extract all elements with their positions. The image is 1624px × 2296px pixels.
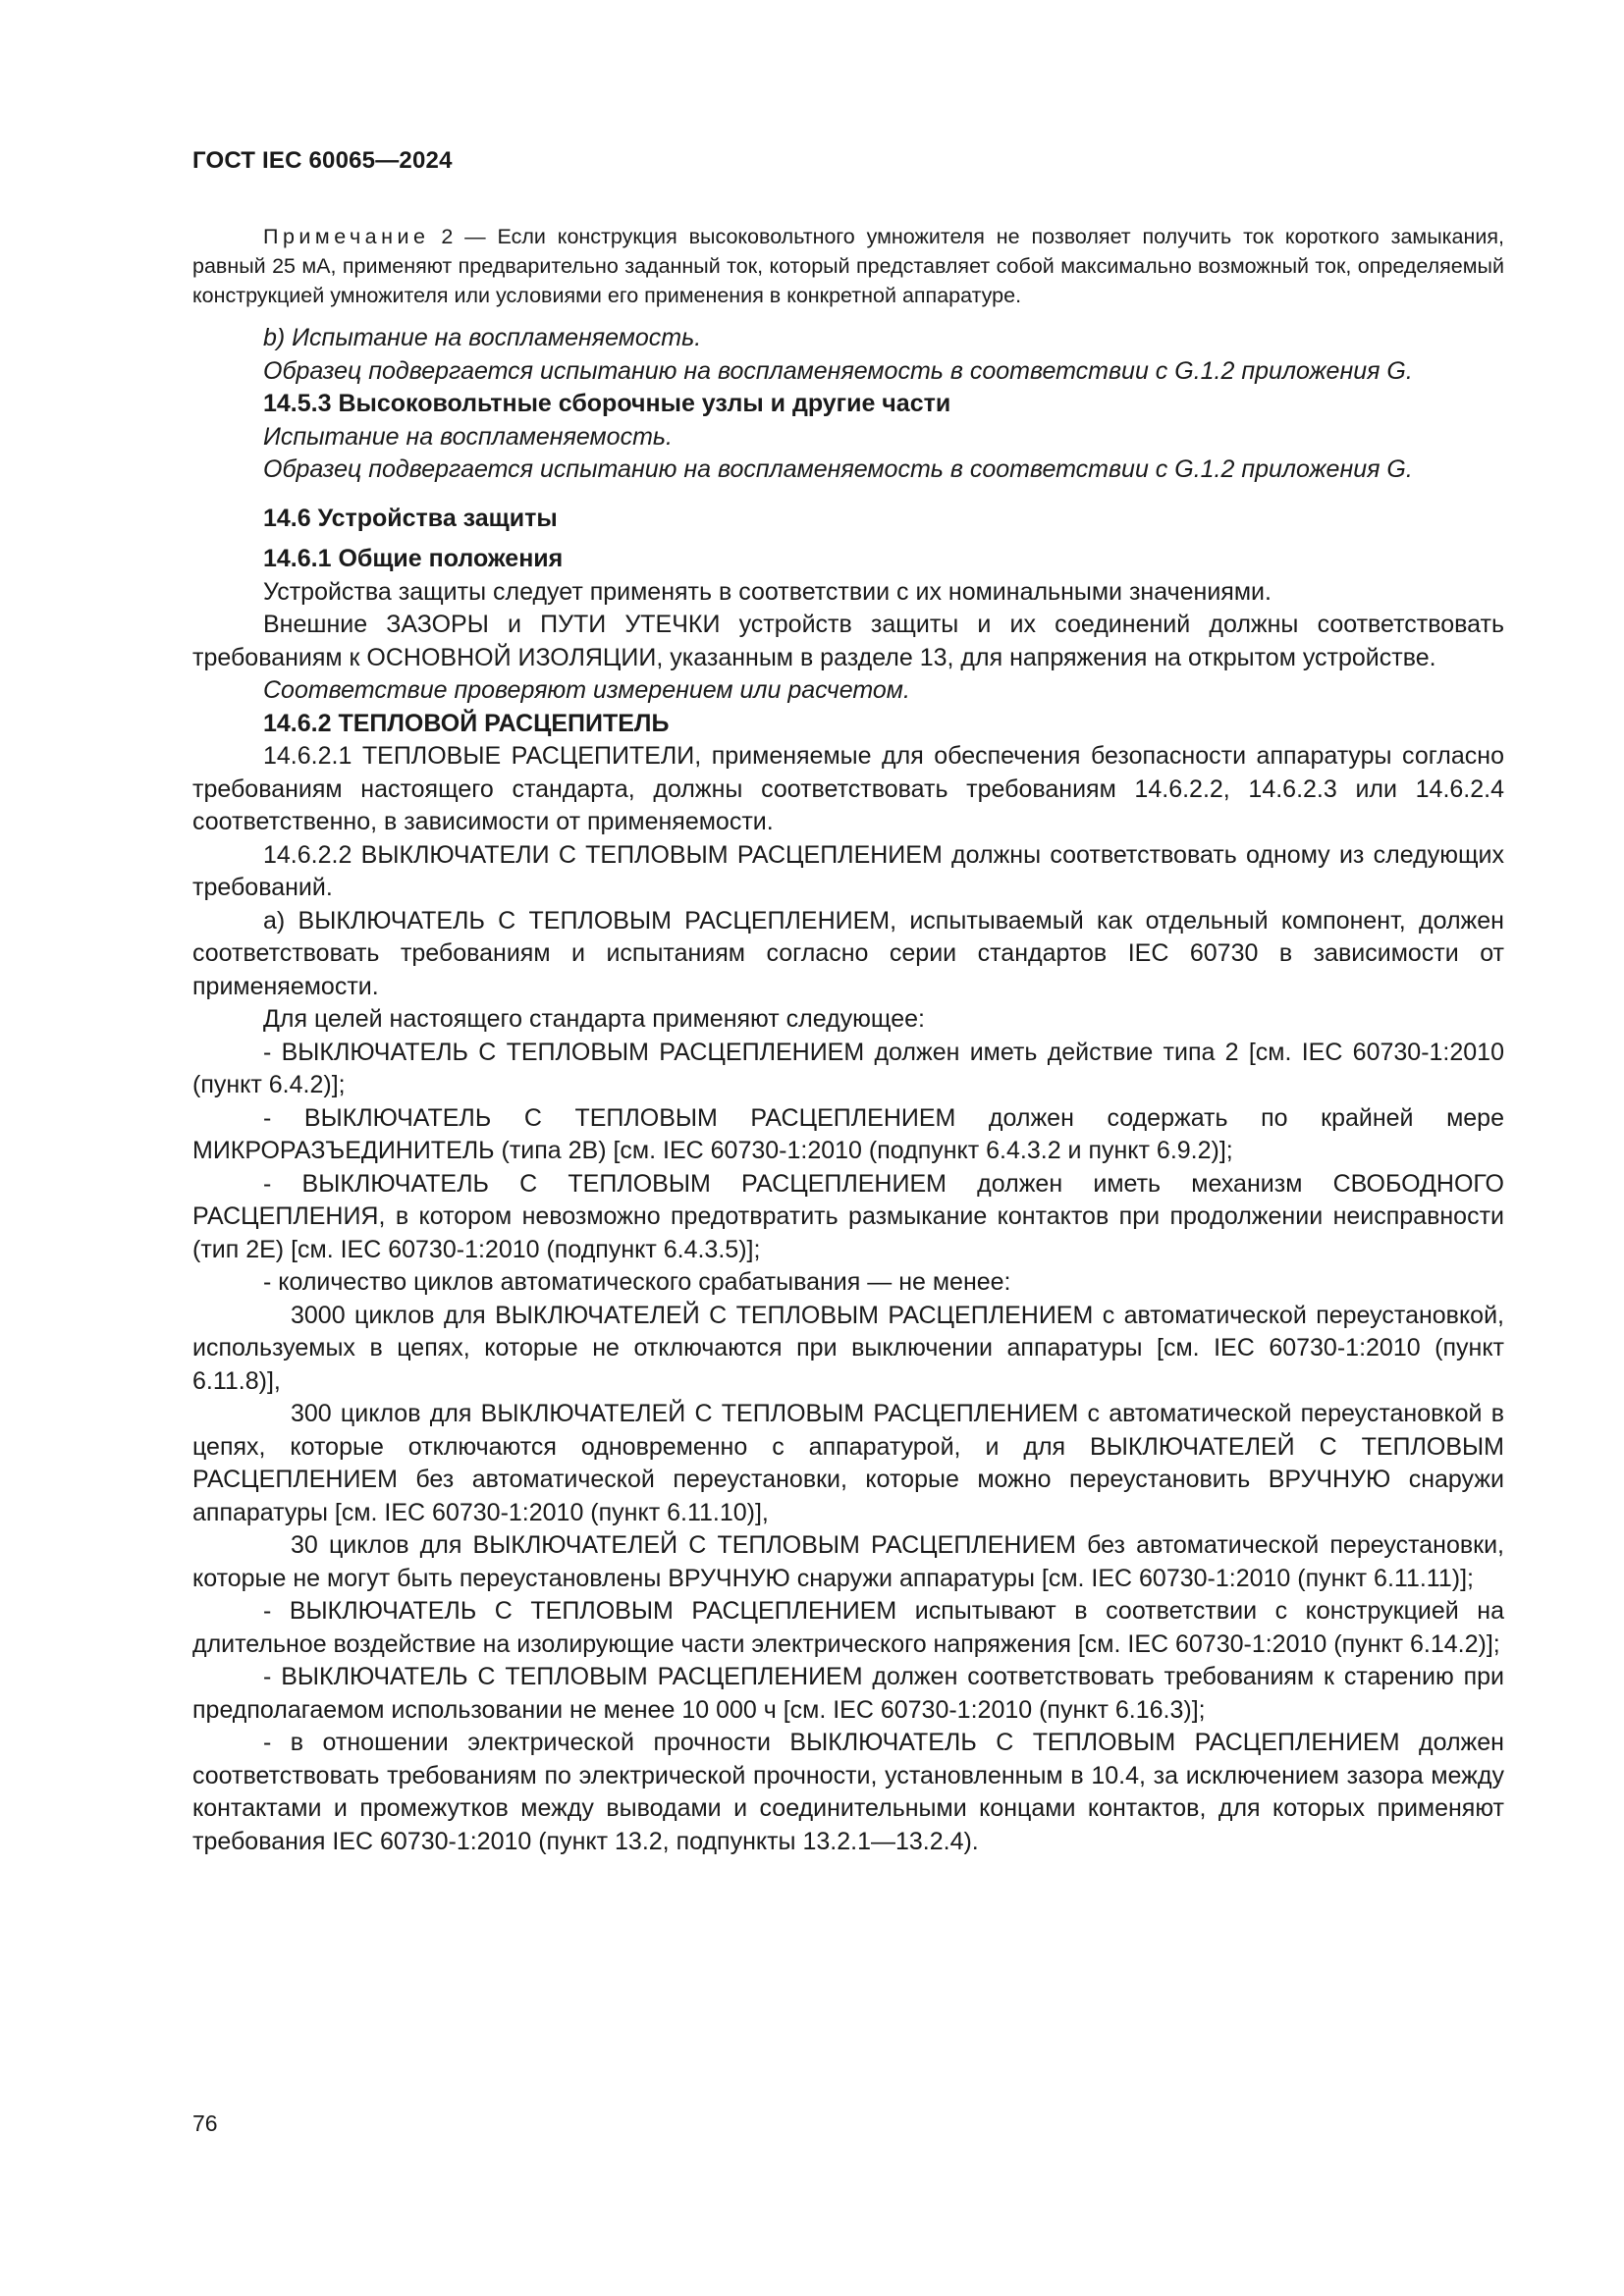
paragraph-protective-devices: Устройства защиты следует применять в соответствии с их номинальными значениями. — [263, 577, 1272, 606]
list-item: - ВЫКЛЮЧАТЕЛЬ С ТЕПЛОВЫМ РАСЦЕПЛЕНИЕМ испытывают в соответствии с конструкцией на длительное воздействие на изолирующие части электрического напряжения [см. IEC 60730-1:2010 (пункт 6.14.2)]; — [192, 1597, 1504, 1658]
list-item: - ВЫКЛЮЧАТЕЛЬ С ТЕПЛОВЫМ РАСЦЕПЛЕНИЕМ должен соответствовать требованиям к старению при предполагаемом использовании не менее 10 000 ч [см. IEC 60730-1:2010 (пункт 6.16.3)]; — [192, 1663, 1504, 1724]
section-heading-14-6-1: 14.6.1 Общие положения — [263, 545, 564, 572]
flammability-test-line: Испытание на воспламеняемость. — [263, 422, 674, 451]
paragraph-item-a: a) ВЫКЛЮЧАТЕЛЬ С ТЕПЛОВЫМ РАСЦЕПЛЕНИЕМ, испытываемый как отдельный компонент, должен соответствовать требованиям и испытаниям согласно серии стандартов IEC 60730 в зависимости от применяемости. — [192, 906, 1504, 1000]
cycles-item: 30 циклов для ВЫКЛЮЧАТЕЛЕЙ С ТЕПЛОВЫМ РАСЦЕПЛЕНИЕМ без автоматической переустановки, которые не могут быть переустановлены ВРУЧНУЮ снаружи аппаратуры [см. IEC 60730-1:2010 (пункт 6.11.11)]; — [192, 1531, 1504, 1592]
paragraph-clearances: Внешние ЗАЗОРЫ и ПУТИ УТЕЧКИ устройств защиты и их соединений должны соответствовать требованиям к ОСНОВНОЙ ИЗОЛЯЦИИ, указанным в разделе 13, для напряжения на открытом устройстве. — [192, 611, 1504, 671]
note-lead: Примечание — [263, 225, 430, 248]
list-item: - ВЫКЛЮЧАТЕЛЬ С ТЕПЛОВЫМ РАСЦЕПЛЕНИЕМ должен содержать по крайней мере МИКРОРАЗЪЕДИНИТЕЛЬ (типа 2В) [см. IEC 60730-1:2010 (подпункт 6.4.3.2 и пункт 6.9.2)]; — [192, 1103, 1504, 1164]
document-body — [192, 222, 1504, 1858]
section-heading-14-5-3: 14.5.3 Высоковольтные сборочные узлы и другие части — [263, 390, 951, 417]
page-number: 76 — [192, 2110, 218, 2136]
cycles-item: 3000 циклов для ВЫКЛЮЧАТЕЛЕЙ С ТЕПЛОВЫМ РАСЦЕПЛЕНИЕМ с автоматической переустановкой, используемых в цепях, которые не отключаются при выключении аппаратуры [см. IEC 60730-1:2010 (пункт 6.11.8)], — [192, 1301, 1504, 1395]
paragraph-purposes: Для целей настоящего стандарта применяют следующее: — [263, 1005, 925, 1033]
document-header: ГОСТ IEC 60065—2024 — [192, 147, 453, 174]
list-item: - в отношении электрической прочности ВЫКЛЮЧАТЕЛЬ С ТЕПЛОВЫМ РАСЦЕПЛЕНИЕМ должен соответствовать требованиям по электрической прочности, установленным в 10.4, за исключением зазора между контактами и промежутков между выводами и соединительными концами контактов, для которых применяют требования IEC 60730-1:2010 (пункт 13.2, подпункты 13.2.1—13.2.4). — [192, 1729, 1504, 1855]
note-paragraph — [192, 222, 1504, 310]
paragraph-14-6-2-2: 14.6.2.2 ВЫКЛЮЧАТЕЛИ С ТЕПЛОВЫМ РАСЦЕПЛЕНИЕМ должны соответствовать одному из следующих требований. — [192, 840, 1504, 901]
list-item: - количество циклов автоматического срабатывания — не менее: — [263, 1268, 1011, 1296]
paragraph-14-6-2-1: 14.6.2.1 ТЕПЛОВЫЕ РАСЦЕПИТЕЛИ, применяемые для обеспечения безопасности аппаратуры согласно требованиям настоящего стандарта, должны соответствовать требованиям 14.6.2.2, 14.6.2.3 или 14.6.2.4 соответственно, в зависимости от применяемости. — [192, 742, 1504, 835]
sample-paragraph-2: Образец подвергается испытанию на воспламеняемость в соответствии с G.1.2 приложения G. — [263, 455, 1413, 483]
list-item: - ВЫКЛЮЧАТЕЛЬ С ТЕПЛОВЫМ РАСЦЕПЛЕНИЕМ должен иметь механизм СВОБОДНОГО РАСЦЕПЛЕНИЯ, в котором невозможно предотвратить размыкание контактов при продолжении неисправности (тип 2Е) [см. IEC 60730-1:2010 (подпункт 6.4.3.5)]; — [192, 1169, 1504, 1263]
cycles-item: 300 циклов для ВЫКЛЮЧАТЕЛЕЙ С ТЕПЛОВЫМ РАСЦЕПЛЕНИЕМ с автоматической переустановкой в цепях, которые отключаются одновременно с аппаратурой, и для ВЫКЛЮЧАТЕЛЕЙ С ТЕПЛОВЫМ РАСЦЕПЛЕНИЕМ без автоматической переустановки, которые можно переустановить ВРУЧНУЮ снаружи аппаратуры [см. IEC 60730-1:2010 (пункт 6.11.10)], — [192, 1400, 1504, 1526]
section-heading-14-6-2: 14.6.2 ТЕПЛОВОЙ РАСЦЕПИТЕЛЬ — [263, 709, 670, 737]
section-heading-14-6: 14.6 Устройства защиты — [263, 504, 558, 532]
item-b-flammability: b) Испытание на воспламеняемость. — [263, 324, 702, 351]
sample-paragraph-1: Образец подвергается испытанию на воспламеняемость в соответствии с G.1.2 приложения G. — [263, 356, 1413, 385]
note-text: 2 — Если конструкция высоковольтного умножителя не позволяет получить ток короткого замыкания, равный 25 мА, применяют предварительно заданный ток, который представляет собой максимально возможный ток, определяемый конструкцией умножителя или условиями его применения в конкретной аппаратуре. — [192, 225, 1504, 307]
list-item: - ВЫКЛЮЧАТЕЛЬ С ТЕПЛОВЫМ РАСЦЕПЛЕНИЕМ должен иметь действие типа 2 [см. IEC 60730-1:2010 (пункт 6.4.2)]; — [192, 1038, 1504, 1098]
compliance-line: Соответствие проверяют измерением или расчетом. — [263, 676, 910, 704]
